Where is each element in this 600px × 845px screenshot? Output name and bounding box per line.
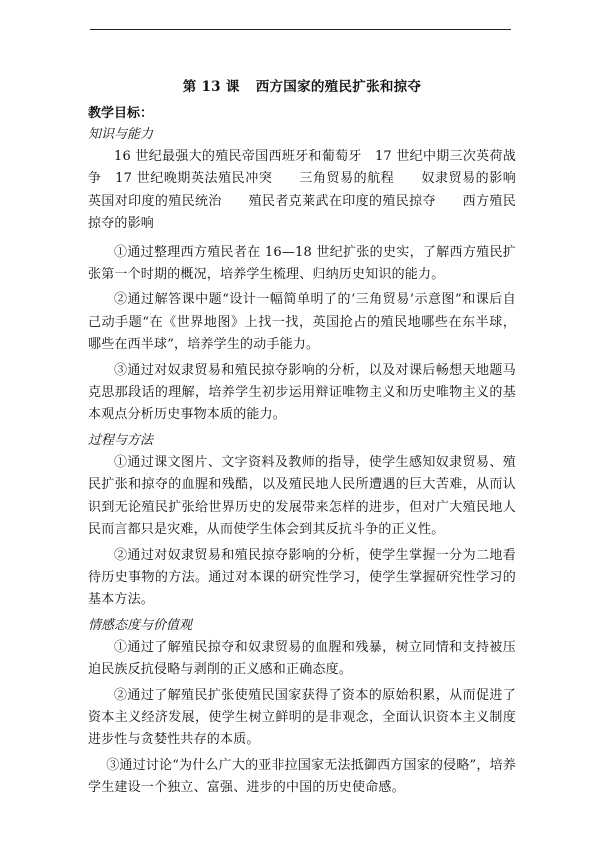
process-paragraph-1: ①通过课文图片、文字资料及教师的指导，使学生感知奴隶贸易、殖民扩张和掠夺的血腥和残酷，以及殖民地人民所遭遇的巨大苦难，从而认识到无论殖民扩张给世界历史的发展带来怎样的进步，但对广大殖民地人民而言都只是灾难，从而使学生体会到其反抗斗争的正义性。 xyxy=(88,454,516,538)
knowledge-topics: 16 世纪最强大的殖民帝国西班牙和葡萄牙 17 世纪中期三次英荷战争 17 世纪晚期英法殖民冲突 三角贸易的航程 奴隶贸易的影响 英国对印度的殖民统治 殖民者克莱武在印度的殖民掠夺 西方殖民掠夺的影响 xyxy=(88,149,543,232)
lesson-name: 西方国家的殖民扩张和掠夺 xyxy=(255,79,422,95)
knowledge-paragraph-2: ②通过解答课中题“设计一幅简单明了的‘三角贸易’示意图”和课后自己动手题“在《世界地图》上找一找，英国抢占的殖民地哪些在东半球，哪些在西半球”，培养学生的动手能力。 xyxy=(88,292,516,353)
attitude-paragraph-1: ①通过了解殖民掠夺和奴隶贸易的血腥和残暴，树立同情和支持被压迫民族反抗侵略与剥削的正义感和正确态度。 xyxy=(88,639,516,678)
knowledge-heading: 知识与能力 xyxy=(88,127,154,142)
process-heading: 过程与方法 xyxy=(88,432,154,448)
attitude-paragraph-2: ②通过了解殖民扩张使殖民国家获得了资本的原始积累，从而促进了资本主义经济发展，使学生树立鲜明的是非观念，全面认识资本主义制度进步性与贪婪性共存的本质。 xyxy=(88,687,516,748)
lesson-title xyxy=(88,78,516,96)
attitude-paragraph-3: ③通过讨论“为什么广大的亚非拉国家无法抵御西方国家的侵略”，培养学生建设一个独立、富强、进步的中国的历史使命感。 xyxy=(88,757,516,796)
knowledge-paragraph-1: ①通过整理西方殖民者在 16—18 世纪扩张的史实，了解西方殖民扩张第一个时期的概况，培养学生梳理、归纳历史知识的能力。 xyxy=(88,244,516,283)
process-paragraph-2: ②通过对奴隶贸易和殖民掠夺影响的分析，使学生掌握一分为二地看待历史事物的方法。通过对本课的研究性学习，使学生掌握研究性学习的基本方法。 xyxy=(88,547,516,608)
document-page xyxy=(88,78,543,803)
knowledge-paragraph-3: ③通过对奴隶贸易和殖民掠夺影响的分析，以及对课后畅想天地题马克思那段话的理解，培养学生初步运用辩证唯物主义和历史唯物主义的基本观点分析历史事物本质的能力。 xyxy=(88,362,516,423)
header-rule xyxy=(90,29,511,30)
attitude-heading: 情感态度与价值观 xyxy=(88,617,193,633)
lesson-number: 第 13 课 xyxy=(182,79,240,95)
objectives-heading: 教学目标： xyxy=(88,106,154,121)
